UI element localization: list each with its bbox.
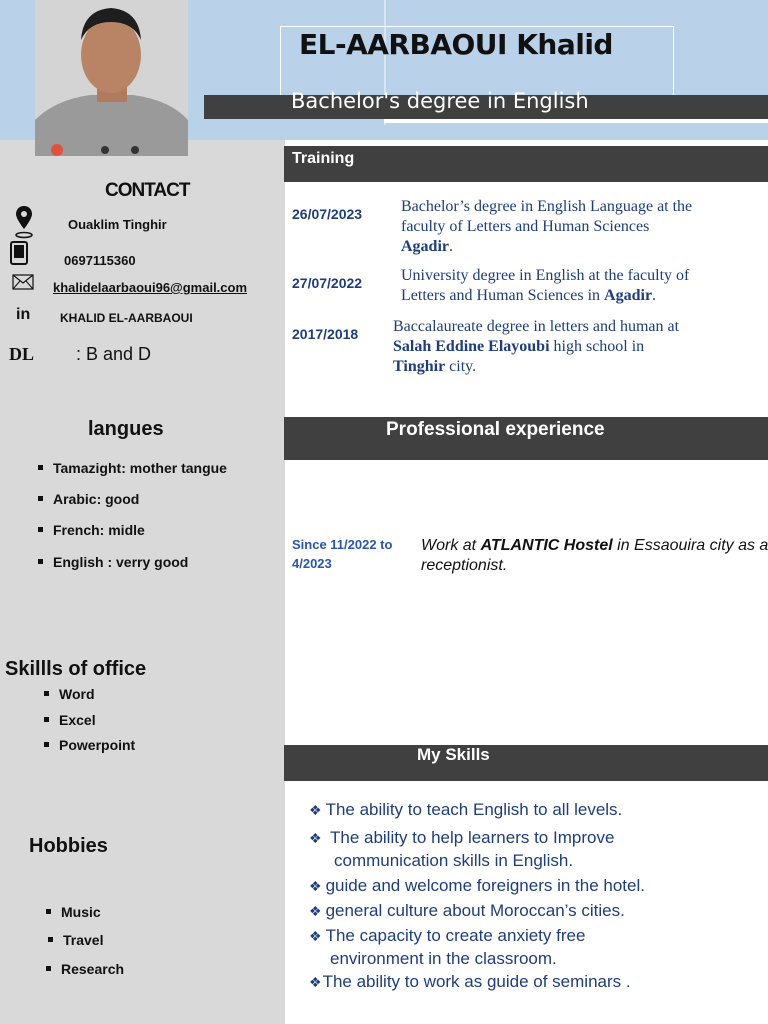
office-skill-item: Powerpoint (44, 737, 135, 753)
training-description: Baccalaureate degree in letters and human at Salah Eddine Elayoubi high school in Tinghir city. (393, 318, 680, 375)
driving-license-value: : B and D (76, 344, 152, 364)
language-item: French: midle (38, 522, 145, 538)
profile-photo (35, 0, 188, 156)
language-item: Arabic: good (38, 491, 139, 507)
linkedin-icon: in (16, 306, 31, 323)
training-description: Bachelor’s degree in English Language at the faculty of Letters and Human Sciences Agadir. (401, 198, 693, 255)
skill-item: ❖ The ability to help learners to Improve (309, 828, 615, 847)
experience-title: Professional experience (386, 419, 605, 440)
office-skill-item: Excel (44, 712, 96, 728)
skill-item: ❖ The capacity to create anxiety free (309, 926, 586, 945)
hobbies-title: Hobbies (29, 835, 108, 857)
office-skill-item: Word (44, 686, 95, 702)
driving-license-label: DL (9, 344, 35, 364)
skill-item: ❖ guide and welcome foreigners in the hotel. (309, 876, 645, 895)
languages-title: langues (88, 418, 164, 440)
training-description: University degree in English at the faculty of Letters and Human Sciences in Agadir. (401, 267, 690, 304)
skill-item-continuation: environment in the classroom. (330, 949, 557, 968)
sidebar (0, 140, 285, 1024)
language-item: English : verry good (38, 554, 188, 570)
skill-item: ❖The ability to work as guide of seminars . (309, 972, 631, 991)
experience-date: Since 11/2022 to 4/2023 (292, 537, 393, 571)
contact-email[interactable]: khalidelaarbaoui96@gmail.com (53, 280, 248, 295)
skills-title: My Skills (417, 745, 490, 764)
candidate-name: EL-AARBAOUI Khalid (299, 28, 613, 61)
training-section-bar (284, 146, 768, 182)
training-title: Training (292, 150, 355, 167)
contact-title: CONTACT (105, 180, 190, 201)
contact-linkedin: KHALID EL-AARBAOUI (60, 311, 193, 325)
email-icon (12, 274, 34, 290)
training-date: 26/07/2023 (292, 206, 363, 222)
location-pin-icon (14, 205, 34, 239)
training-date: 27/07/2022 (292, 275, 363, 291)
contact-location: Ouaklim Tinghir (68, 217, 167, 232)
hobby-item: Travel (48, 932, 103, 948)
contact-phone: 0697115360 (64, 253, 136, 268)
skill-item: ❖ The ability to teach English to all levels. (309, 800, 623, 819)
hobby-item: Music (46, 904, 101, 920)
header-rule (384, 119, 768, 123)
experience-section-bar (284, 417, 768, 460)
skills-section-bar (284, 745, 768, 781)
phone-icon (10, 241, 28, 265)
training-date: 2017/2018 (292, 326, 359, 342)
office-skills-title: Skillls of office (5, 658, 147, 680)
skill-item: ❖ general culture about Moroccan’s cities. (309, 901, 625, 920)
experience-description: Work at ATLANTIC Hostel in Essaouira city as a receptionist. (421, 537, 768, 574)
language-item: Tamazight: mother tangue (38, 460, 227, 476)
skill-item-continuation: communication skills in English. (334, 851, 574, 870)
hobby-item: Research (46, 961, 124, 977)
degree-title: Bachelor's degree in English (291, 89, 589, 113)
